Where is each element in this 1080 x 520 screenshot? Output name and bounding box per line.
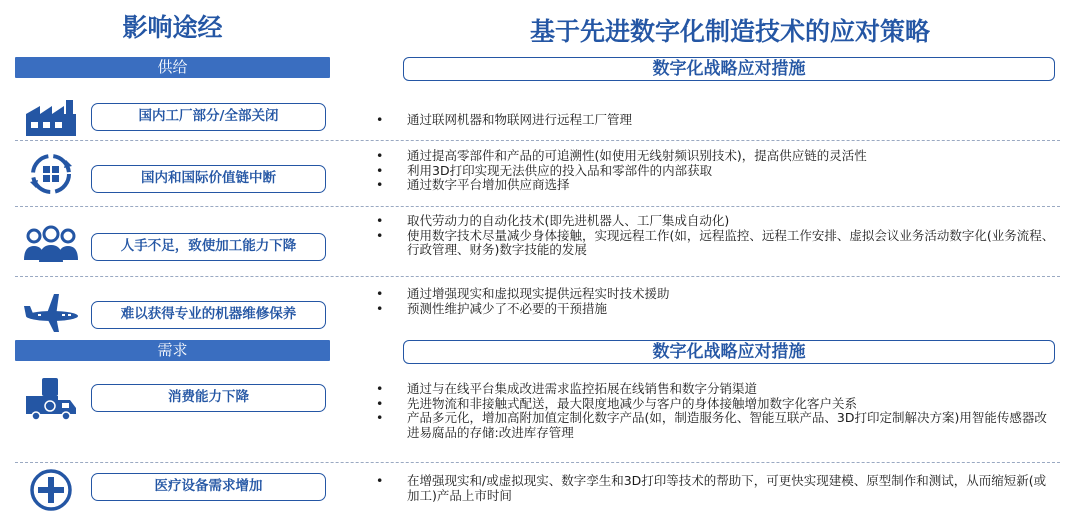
- list-item: • 通过与在线平台集成改进需求监控拓展在线销售和数字分销渠道: [376, 382, 1056, 397]
- row-divider: [15, 140, 1060, 141]
- medical-cross-icon: [22, 468, 80, 512]
- list-item: • 先进物流和非接触式配送，最大限度地减少与客户的身体接触增加数字化客户关系: [376, 397, 1056, 412]
- list-item: • 通过联网机器和物联网进行远程工厂管理: [376, 113, 1056, 128]
- factory-icon: [22, 96, 80, 140]
- workers-icon: [22, 222, 80, 266]
- list-item: • 通过提高零部件和产品的可追溯性(如使用无线射频识别技术)，提高供应链的灵活性: [376, 149, 1056, 164]
- supply-chain-cycle-icon: [22, 152, 80, 196]
- row-divider: [15, 206, 1060, 207]
- impact-path-title: 影响途经: [122, 13, 223, 42]
- list-item: • 在增强现实和/或虚拟现实、数字孪生和3D打印等技术的帮助下，可更快实现建模、原型制作和测试，从而缩短新(或加工)产品上市时间: [376, 474, 1056, 503]
- row-label-value-chain: 国内和国际价值链中断: [91, 165, 326, 193]
- demand-strategy-box: 数字化战略应对措施: [403, 340, 1055, 364]
- airplane-icon: [22, 290, 80, 334]
- row-divider: [15, 462, 1060, 463]
- bullet-list-consumption: [376, 382, 1056, 440]
- bullet-list-medical: [376, 474, 1056, 503]
- row-divider: [15, 276, 1060, 277]
- demand-section-bar: 需求: [15, 340, 330, 361]
- row-label-medical-demand: 医疗设备需求增加: [91, 473, 326, 501]
- list-item: • 产品多元化，增加高附加值定制化数字产品(如，制造服务化、智能互联产品、3D打印定制解决方案)用智能传感器改进易腐品的存储:改进库存管理: [376, 411, 1056, 440]
- list-item: • 利用3D打印实现无法供应的投入品和零部件的内部获取: [376, 164, 1056, 179]
- list-item: • 预测性维护减少了不必要的干预措施: [376, 302, 1056, 317]
- row-label-factory-closure: 国内工厂部分/全部关闭: [91, 103, 326, 131]
- row-label-consumption-decline: 消费能力下降: [91, 384, 326, 412]
- online-delivery-icon: [22, 376, 80, 420]
- list-item: • 通过数字平台增加供应商选择: [376, 178, 1056, 193]
- bullet-list-labor: [376, 214, 1056, 258]
- strategy-title: 基于先进数字化制造技术的应对策略: [529, 17, 930, 46]
- list-item: • 取代劳动力的自动化技术(即先进机器人、工厂集成自动化): [376, 214, 1056, 229]
- list-item: • 通过增强现实和虚拟现实提供远程实时技术援助: [376, 287, 1056, 302]
- supply-strategy-box: 数字化战略应对措施: [403, 57, 1055, 81]
- list-item: • 使用数字技术尽量减少身体接触，实现远程工作(如，远程监控、远程工作安排、虚拟会议业务活动数字化(业务流程、行政管理、财务)数字技能的发展: [376, 229, 1056, 258]
- row-label-labor-shortage: 人手不足，致使加工能力下降: [91, 233, 326, 261]
- supply-section-bar: 供给: [15, 57, 330, 78]
- bullet-list-factory: [376, 113, 1056, 128]
- bullet-list-maintenance: [376, 287, 1056, 316]
- row-label-maintenance: 难以获得专业的机器维修保养: [91, 301, 326, 329]
- bullet-list-value-chain: [376, 149, 1056, 193]
